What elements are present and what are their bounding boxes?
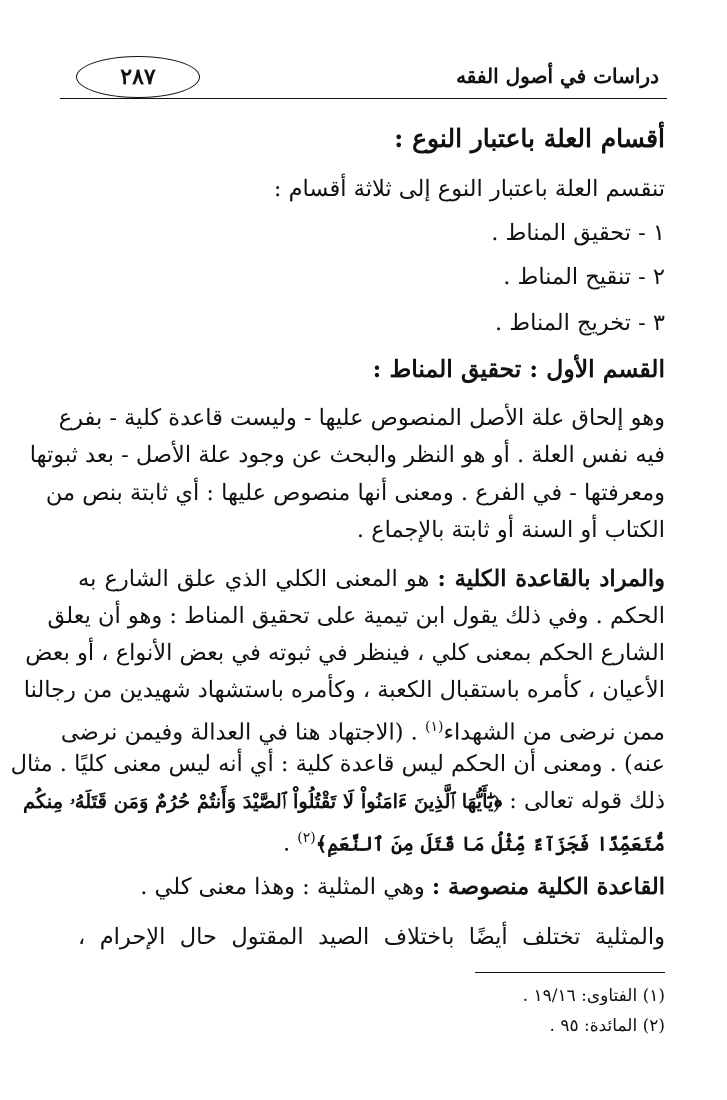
paragraph-2-line-6: عنه) . ومعنى أن الحكم ليس قاعدة كلية : أي أنه ليس معنى كليًا . مثال (10, 751, 665, 777)
paragraph-1-line-4: الكتاب أو السنة أو ثابتة بالإجماع . (356, 517, 665, 543)
paragraph-2-line-7 (23, 786, 665, 817)
paragraph-2-line-7-a: ذلك قوله تعالى : (502, 788, 665, 814)
paragraph-2-line-1-rest: هو المعنى الكلي الذي علق الشارع به (78, 566, 438, 592)
paragraph-2-line-5-a: ممن نرضى من الشهداء (443, 719, 665, 746)
paragraph-4: والمثلية تختلف أيضًا باختلاف الصيد المقتول حال الإحرام ، (78, 924, 665, 950)
intro-line: تنقسم العلة باعتبار النوع إلى ثلاثة أقسام : (273, 176, 665, 202)
paragraph-1-line-3: ومعرفتها - في الفرع . ومعنى أنها منصوص عليها : أي ثابتة بنص من (45, 480, 665, 506)
footnote-ref-1: (١) (424, 719, 444, 735)
paragraph-2-line-4: الأعيان ، كأمره باستقبال الكعبة ، وكأمره باستشهاد شهيدين من رجالنا (23, 677, 665, 703)
paragraph-2-line-2: الحكم . وفي ذلك يقول ابن تيمية على تحقيق المناط : وهو أن يعلق (47, 603, 665, 629)
paragraph-2-line-1 (78, 564, 665, 594)
footnote-1: (١) الفتاوى: ١٩/١٦ . (522, 986, 665, 1006)
list-item-3: ٣ - تخريج المناط . (494, 310, 665, 336)
list-item-1: ١ - تحقيق المناط . (491, 220, 665, 246)
quran-verse-part-2: مُّتَعَمِّدًا فَجَزَآءٌ مِّثْلُ مَا قَتَلَ مِنَ ٱلنَّعَمِ﴾ (315, 832, 665, 856)
running-header (60, 50, 667, 100)
paragraph-3-lead: القاعدة الكلية منصوصة : (431, 874, 665, 900)
paragraph-2-line-3: الشارع الحكم بمعنى كلي ، فينظر في ثبوته في بعض الأنواع ، أو بعض (25, 640, 665, 666)
paragraph-2-lead: والمراد بالقاعدة الكلية : (437, 566, 665, 592)
paragraph-3 (78, 872, 665, 902)
footnote-ref-2: (٢) (297, 830, 316, 846)
header-rule (60, 98, 667, 99)
paragraph-3-rest: وهي المثلية : وهذا معنى كلي . (140, 874, 432, 900)
quran-verse-part-1: ﴿يَٰٓأَيُّهَا ٱلَّذِينَ ءَامَنُواْ لَا تَقْتُلُواْ ٱلصَّيْدَ وَأَنتُمْ حُرُمٌ وَمَن قَتَلَهُۥ مِنكُم (23, 790, 503, 813)
footnote-rule (475, 972, 665, 973)
list-item-2: ٢ - تنقيح المناط . (503, 264, 665, 290)
paragraph-2-line-8 (78, 823, 665, 860)
paragraph-1-line-1: وهو إلحاق علة الأصل المنصوص عليها - وليست قاعدة كلية - بفرع (58, 405, 665, 431)
verse-end: . (282, 830, 298, 857)
paragraph-1-line-2: فيه نفس العلة . أو هو النظر والبحث عن وجود علة الأصل - بعد ثبوتها (29, 442, 665, 468)
subsection-title: القسم الأول : تحقيق المناط : (372, 355, 665, 383)
footnote-2: (٢) المائدة: ٩٥ . (549, 1016, 665, 1036)
running-header-title: دراسات في أصول الفقه (456, 64, 659, 88)
page-number: ٢٨٧ (120, 64, 156, 90)
page-number-oval (76, 56, 200, 98)
paragraph-2-line-5-b: . (الاجتهاد هنا في العدالة وفيمن نرضى (60, 719, 418, 746)
paragraph-2-line-5 (60, 712, 665, 748)
section-heading: أقسام العلة باعتبار النوع : (394, 124, 665, 153)
